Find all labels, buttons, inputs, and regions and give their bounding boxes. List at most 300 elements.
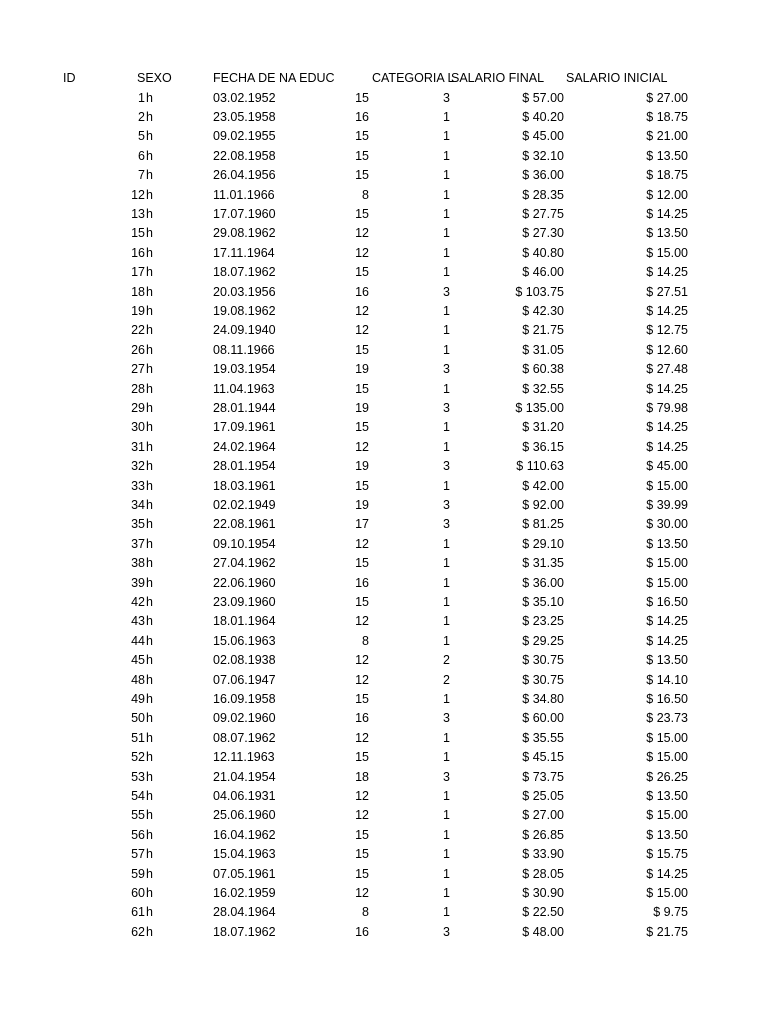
table-row: [0, 205, 768, 224]
cell-id: 17: [131, 265, 145, 280]
cell-salario-inicial: $ 14.25: [646, 866, 688, 881]
cell-salario-final: $ 23.25: [522, 614, 564, 629]
cell-educ: 16: [355, 110, 369, 124]
cell-sexo: h: [146, 924, 153, 939]
cell-educ: 12: [355, 808, 369, 823]
table-row: [0, 826, 768, 845]
cell-educ: 15: [355, 750, 369, 765]
table-row: [0, 865, 768, 884]
cell-id: 42: [131, 595, 145, 609]
cell-sexo: h: [146, 614, 153, 629]
table-row: [0, 923, 768, 942]
cell-fecha: 19.08.1962: [213, 304, 276, 318]
cell-salario-final: $ 57.00: [522, 90, 564, 105]
cell-fecha: 04.06.1931: [213, 789, 276, 803]
cell-id: 54: [131, 789, 145, 803]
cell-salario-final: $ 27.75: [522, 207, 564, 221]
cell-categoria: 1: [443, 342, 450, 357]
cell-categoria: 1: [443, 323, 450, 338]
cell-id: 55: [131, 808, 145, 823]
cell-salario-inicial: $ 14.25: [646, 304, 688, 318]
cell-salario-final: $ 21.75: [522, 323, 564, 338]
cell-educ: 17: [355, 517, 369, 532]
cell-salario-final: $ 27.00: [522, 808, 564, 823]
cell-id: 57: [131, 847, 145, 862]
cell-salario-final: $ 32.10: [522, 148, 564, 163]
cell-fecha: 29.08.1962: [213, 226, 276, 241]
cell-fecha: 24.09.1940: [213, 323, 276, 338]
cell-salario-inicial: $ 23.73: [646, 711, 688, 726]
cell-salario-inicial: $ 12.60: [646, 342, 688, 357]
cell-salario-final: $ 42.30: [522, 304, 564, 318]
table-row: [0, 457, 768, 476]
cell-fecha: 16.04.1962: [213, 827, 276, 842]
cell-fecha: 02.02.1949: [213, 498, 276, 512]
cell-sexo: h: [146, 905, 153, 920]
cell-fecha: 21.04.1954: [213, 769, 276, 784]
cell-salario-final: $ 28.35: [522, 187, 564, 202]
table-row: [0, 147, 768, 166]
table-row: [0, 418, 768, 437]
cell-categoria: 1: [443, 536, 450, 551]
table-row: [0, 729, 768, 748]
table-row: [0, 127, 768, 146]
cell-categoria: 3: [443, 284, 450, 299]
cell-categoria: 1: [443, 226, 450, 241]
cell-salario-final: $ 35.10: [522, 595, 564, 609]
cell-id: 52: [131, 750, 145, 765]
cell-fecha: 08.11.1966: [213, 342, 275, 357]
cell-fecha: 28.01.1944: [213, 401, 276, 415]
cell-educ: 16: [355, 575, 369, 590]
cell-fecha: 18.07.1962: [213, 924, 276, 939]
cell-salario-final: $ 33.90: [522, 847, 564, 862]
cell-sexo: h: [146, 342, 153, 357]
column-header-salario-final: SALARIO FINAL: [451, 71, 545, 85]
cell-educ: 15: [355, 692, 369, 706]
cell-fecha: 16.02.1959: [213, 886, 276, 900]
cell-salario-final: $ 103.75: [515, 284, 564, 299]
cell-fecha: 07.06.1947: [213, 672, 276, 687]
cell-educ: 15: [355, 847, 369, 862]
cell-salario-inicial: $ 14.25: [646, 265, 688, 280]
cell-sexo: h: [146, 110, 153, 124]
cell-salario-inicial: $ 13.50: [646, 536, 688, 551]
header-row: [0, 69, 768, 88]
cell-salario-inicial: $ 15.00: [646, 730, 688, 745]
cell-id: 18: [131, 284, 145, 299]
cell-fecha: 22.06.1960: [213, 575, 276, 590]
cell-categoria: 1: [443, 381, 450, 396]
cell-id: 7: [138, 168, 145, 183]
cell-educ: 12: [355, 304, 369, 318]
cell-id: 35: [131, 517, 145, 532]
cell-fecha: 18.01.1964: [213, 614, 276, 629]
cell-salario-inicial: $ 9.75: [653, 905, 688, 920]
cell-salario-final: $ 36.15: [522, 439, 564, 454]
cell-salario-final: $ 29.10: [522, 536, 564, 551]
cell-salario-final: $ 32.55: [522, 381, 564, 396]
cell-salario-inicial: $ 21.00: [646, 129, 688, 144]
cell-sexo: h: [146, 556, 153, 571]
cell-sexo: h: [146, 439, 153, 454]
cell-id: 37: [131, 536, 145, 551]
cell-categoria: 1: [443, 866, 450, 881]
cell-id: 62: [131, 924, 145, 939]
cell-salario-inicial: $ 45.00: [646, 459, 688, 474]
cell-fecha: 25.06.1960: [213, 808, 276, 823]
cell-educ: 12: [355, 245, 369, 260]
cell-educ: 15: [355, 827, 369, 842]
cell-sexo: h: [146, 692, 153, 706]
cell-sexo: h: [146, 575, 153, 590]
cell-fecha: 28.01.1954: [213, 459, 276, 474]
cell-salario-inicial: $ 27.48: [646, 362, 688, 377]
cell-salario-inicial: $ 27.00: [646, 90, 688, 105]
cell-id: 53: [131, 769, 145, 784]
cell-fecha: 08.07.1962: [213, 730, 276, 745]
cell-fecha: 07.05.1961: [213, 866, 276, 881]
cell-educ: 8: [362, 633, 369, 648]
cell-id: 26: [131, 342, 145, 357]
table-row: [0, 535, 768, 554]
cell-salario-inicial: $ 12.00: [646, 187, 688, 202]
cell-id: 6: [138, 148, 145, 163]
cell-sexo: h: [146, 265, 153, 280]
cell-categoria: 1: [443, 575, 450, 590]
cell-categoria: 1: [443, 478, 450, 493]
cell-fecha: 09.02.1955: [213, 129, 276, 144]
cell-categoria: 3: [443, 924, 450, 939]
cell-id: 31: [131, 439, 145, 454]
cell-educ: 8: [362, 187, 369, 202]
cell-categoria: 1: [443, 905, 450, 920]
cell-categoria: 3: [443, 769, 450, 784]
cell-categoria: 3: [443, 401, 450, 415]
cell-categoria: 1: [443, 129, 450, 144]
cell-sexo: h: [146, 245, 153, 260]
cell-sexo: h: [146, 633, 153, 648]
cell-sexo: h: [146, 459, 153, 474]
cell-id: 38: [131, 556, 145, 571]
cell-sexo: h: [146, 769, 153, 784]
cell-fecha: 11.01.1966: [213, 187, 275, 202]
cell-salario-final: $ 35.55: [522, 730, 564, 745]
cell-sexo: h: [146, 789, 153, 803]
table-row: [0, 302, 768, 321]
cell-educ: 15: [355, 168, 369, 183]
table-row: [0, 884, 768, 903]
cell-educ: 12: [355, 886, 369, 900]
column-header-sexo: SEXO: [137, 71, 172, 85]
cell-sexo: h: [146, 808, 153, 823]
table-row: [0, 709, 768, 728]
cell-categoria: 3: [443, 90, 450, 105]
cell-salario-final: $ 135.00: [515, 401, 564, 415]
cell-salario-inicial: $ 13.50: [646, 789, 688, 803]
table-row: [0, 89, 768, 108]
table-row: [0, 690, 768, 709]
cell-salario-inicial: $ 39.99: [646, 498, 688, 512]
cell-educ: 15: [355, 866, 369, 881]
cell-salario-final: $ 60.00: [522, 711, 564, 726]
cell-sexo: h: [146, 420, 153, 435]
cell-sexo: h: [146, 827, 153, 842]
cell-sexo: h: [146, 401, 153, 415]
cell-educ: 15: [355, 556, 369, 571]
cell-sexo: h: [146, 730, 153, 745]
cell-categoria: 1: [443, 614, 450, 629]
cell-salario-inicial: $ 15.00: [646, 750, 688, 765]
cell-fecha: 17.07.1960: [213, 207, 276, 221]
cell-salario-inicial: $ 14.25: [646, 207, 688, 221]
cell-sexo: h: [146, 750, 153, 765]
cell-id: 45: [131, 653, 145, 668]
cell-categoria: 1: [443, 304, 450, 318]
cell-salario-final: $ 110.63: [516, 459, 564, 474]
cell-educ: 12: [355, 614, 369, 629]
cell-educ: 12: [355, 536, 369, 551]
cell-categoria: 1: [443, 439, 450, 454]
cell-sexo: h: [146, 672, 153, 687]
cell-educ: 12: [355, 226, 369, 241]
cell-fecha: 23.05.1958: [213, 110, 276, 124]
cell-sexo: h: [146, 595, 153, 609]
cell-educ: 18: [355, 769, 369, 784]
cell-salario-inicial: $ 15.00: [646, 808, 688, 823]
cell-sexo: h: [146, 362, 153, 377]
cell-salario-inicial: $ 14.25: [646, 614, 688, 629]
cell-id: 44: [131, 633, 145, 648]
cell-salario-inicial: $ 16.50: [646, 692, 688, 706]
cell-sexo: h: [146, 886, 153, 900]
cell-salario-final: $ 36.00: [522, 575, 564, 590]
cell-educ: 12: [355, 653, 369, 668]
cell-educ: 8: [362, 905, 369, 920]
cell-salario-inicial: $ 15.00: [646, 245, 688, 260]
cell-categoria: 1: [443, 750, 450, 765]
cell-salario-inicial: $ 79.98: [646, 401, 688, 415]
table-row: [0, 806, 768, 825]
table-row: [0, 554, 768, 573]
cell-sexo: h: [146, 517, 153, 532]
cell-id: 49: [131, 692, 145, 706]
cell-salario-final: $ 30.75: [522, 672, 564, 687]
cell-id: 2: [138, 110, 145, 124]
cell-categoria: 1: [443, 110, 450, 124]
cell-fecha: 09.10.1954: [213, 536, 276, 551]
cell-sexo: h: [146, 304, 153, 318]
cell-sexo: h: [146, 187, 153, 202]
cell-salario-final: $ 45.15: [522, 750, 564, 765]
cell-educ: 15: [355, 207, 369, 221]
cell-salario-inicial: $ 15.00: [646, 886, 688, 900]
cell-categoria: 1: [443, 847, 450, 862]
cell-educ: 12: [355, 789, 369, 803]
cell-educ: 15: [355, 90, 369, 105]
table-row: [0, 477, 768, 496]
cell-educ: 15: [355, 148, 369, 163]
cell-salario-final: $ 22.50: [522, 905, 564, 920]
table-row: [0, 399, 768, 418]
cell-categoria: 1: [443, 187, 450, 202]
cell-id: 32: [131, 459, 145, 474]
cell-sexo: h: [146, 653, 153, 668]
cell-id: 29: [131, 401, 145, 415]
cell-sexo: h: [146, 478, 153, 493]
cell-id: 33: [131, 478, 145, 493]
cell-fecha: 15.06.1963: [213, 633, 276, 648]
table-row: [0, 845, 768, 864]
cell-salario-final: $ 30.90: [522, 886, 564, 900]
table-row: [0, 612, 768, 631]
cell-id: 12: [131, 187, 145, 202]
cell-categoria: 1: [443, 595, 450, 609]
cell-educ: 19: [355, 401, 369, 415]
cell-educ: 19: [355, 498, 369, 512]
cell-categoria: 1: [443, 633, 450, 648]
cell-id: 39: [131, 575, 145, 590]
cell-id: 43: [131, 614, 145, 629]
table-row: [0, 108, 768, 127]
table-row: [0, 515, 768, 534]
table-row: [0, 632, 768, 651]
table-row: [0, 671, 768, 690]
cell-fecha: 03.02.1952: [213, 90, 276, 105]
table-row: [0, 283, 768, 302]
cell-id: 30: [131, 420, 145, 435]
cell-salario-inicial: $ 15.00: [646, 556, 688, 571]
cell-salario-inicial: $ 14.25: [646, 381, 688, 396]
table-row: [0, 787, 768, 806]
cell-categoria: 1: [443, 207, 450, 221]
cell-fecha: 28.04.1964: [213, 905, 276, 920]
cell-salario-final: $ 26.85: [522, 827, 564, 842]
cell-id: 1: [138, 90, 145, 105]
cell-categoria: 3: [443, 362, 450, 377]
cell-id: 27: [131, 362, 145, 377]
cell-fecha: 02.08.1938: [213, 653, 276, 668]
cell-categoria: 3: [443, 711, 450, 726]
cell-salario-final: $ 34.80: [522, 692, 564, 706]
cell-id: 60: [131, 886, 145, 900]
cell-id: 19: [131, 304, 145, 318]
cell-categoria: 1: [443, 730, 450, 745]
cell-fecha: 18.07.1962: [213, 265, 276, 280]
cell-categoria: 1: [443, 556, 450, 571]
column-header-categoria: CATEGORIA L: [372, 71, 455, 85]
cell-categoria: 1: [443, 692, 450, 706]
cell-fecha: 12.11.1963: [213, 750, 275, 765]
cell-fecha: 18.03.1961: [213, 478, 276, 493]
cell-fecha: 24.02.1964: [213, 439, 276, 454]
table-row: [0, 186, 768, 205]
cell-categoria: 1: [443, 827, 450, 842]
cell-salario-inicial: $ 16.50: [646, 595, 688, 609]
cell-id: 50: [131, 711, 145, 726]
table-row: [0, 224, 768, 243]
cell-sexo: h: [146, 847, 153, 862]
cell-sexo: h: [146, 536, 153, 551]
cell-id: 59: [131, 866, 145, 881]
cell-salario-inicial: $ 18.75: [646, 110, 688, 124]
cell-salario-inicial: $ 21.75: [646, 924, 688, 939]
cell-salario-inicial: $ 15.00: [646, 478, 688, 493]
cell-salario-inicial: $ 27.51: [646, 284, 688, 299]
cell-sexo: h: [146, 226, 153, 241]
cell-educ: 16: [355, 924, 369, 939]
cell-categoria: 3: [443, 459, 450, 474]
cell-salario-inicial: $ 18.75: [646, 168, 688, 183]
cell-fecha: 22.08.1958: [213, 148, 276, 163]
cell-salario-final: $ 30.75: [522, 653, 564, 668]
cell-categoria: 1: [443, 808, 450, 823]
cell-educ: 12: [355, 672, 369, 687]
table-row: [0, 593, 768, 612]
cell-salario-final: $ 81.25: [522, 517, 564, 532]
cell-salario-inicial: $ 15.75: [646, 847, 688, 862]
cell-educ: 15: [355, 129, 369, 144]
cell-salario-inicial: $ 15.00: [646, 575, 688, 590]
cell-educ: 12: [355, 730, 369, 745]
cell-salario-final: $ 31.05: [522, 342, 564, 357]
cell-educ: 19: [355, 459, 369, 474]
cell-educ: 15: [355, 265, 369, 280]
cell-salario-inicial: $ 13.50: [646, 827, 688, 842]
cell-salario-final: $ 40.20: [522, 110, 564, 124]
cell-categoria: 1: [443, 168, 450, 183]
cell-educ: 12: [355, 323, 369, 338]
cell-categoria: 2: [443, 672, 450, 687]
cell-educ: 15: [355, 381, 369, 396]
cell-salario-inicial: $ 13.50: [646, 653, 688, 668]
cell-salario-final: $ 45.00: [522, 129, 564, 144]
cell-categoria: 3: [443, 498, 450, 512]
cell-sexo: h: [146, 866, 153, 881]
cell-salario-inicial: $ 14.25: [646, 420, 688, 435]
cell-salario-inicial: $ 13.50: [646, 148, 688, 163]
cell-salario-inicial: $ 14.25: [646, 633, 688, 648]
cell-educ: 16: [355, 711, 369, 726]
cell-id: 16: [131, 245, 145, 260]
cell-sexo: h: [146, 90, 153, 105]
cell-id: 51: [131, 730, 145, 745]
cell-educ: 19: [355, 362, 369, 377]
cell-educ: 15: [355, 342, 369, 357]
cell-id: 34: [131, 498, 145, 512]
cell-fecha: 22.08.1961: [213, 517, 276, 532]
cell-sexo: h: [146, 148, 153, 163]
cell-categoria: 1: [443, 245, 450, 260]
cell-educ: 15: [355, 595, 369, 609]
column-header-fecha-educ: FECHA DE NA EDUC: [213, 71, 335, 85]
cell-fecha: 23.09.1960: [213, 595, 276, 609]
cell-categoria: 1: [443, 148, 450, 163]
cell-salario-final: $ 46.00: [522, 265, 564, 280]
cell-fecha: 20.03.1956: [213, 284, 276, 299]
table-row: [0, 496, 768, 515]
table-row: [0, 360, 768, 379]
cell-id: 48: [131, 672, 145, 687]
cell-salario-final: $ 25.05: [522, 789, 564, 803]
cell-sexo: h: [146, 168, 153, 183]
cell-salario-final: $ 42.00: [522, 478, 564, 493]
cell-salario-inicial: $ 14.25: [646, 439, 688, 454]
table-row: [0, 244, 768, 263]
cell-salario-final: $ 48.00: [522, 924, 564, 939]
cell-sexo: h: [146, 284, 153, 299]
cell-sexo: h: [146, 711, 153, 726]
